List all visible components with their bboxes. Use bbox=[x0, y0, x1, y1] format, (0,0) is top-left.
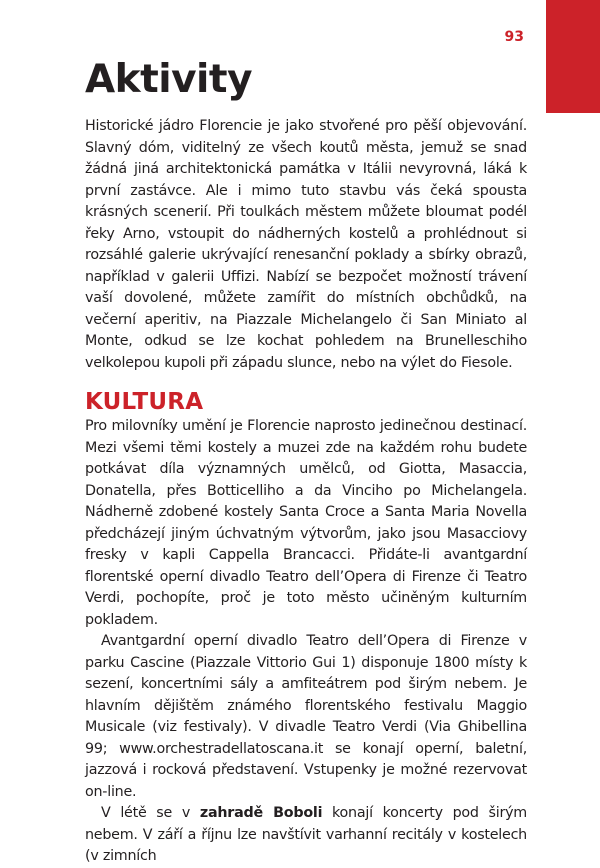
para3-text-before: V létě se v bbox=[101, 805, 200, 821]
boboli-garden-term: zahradě Boboli bbox=[199, 805, 323, 821]
page-title: Aktivity bbox=[85, 57, 252, 102]
page-number: 93 bbox=[504, 29, 524, 45]
section-heading-kultura: KULTURA bbox=[85, 389, 204, 415]
intro-paragraph: Historické jádro Florencie je jako stvořené pro pěší objevování. Slavný dóm, viditelný ze všech koutů města, jemuž se snad žádná jiná architektonická památka v Itálii nevyrovná, láká k první zastávce. Ale i mimo tuto stavbu vás čeká spousta krásných scenerií. Při toulkách městem můžete bloumat podél řeky Arno, vstoupit do nádherných kostelů a prohlédnout si rozsáhlé galerie ukrývající renesanční poklady a sbírky obrazů, například v galerii Uffizi. Nabízí se bezpočet možností trávení vaší dovolené, můžete zamířit do místních obchůdků, na večerní aperitiv, na Piazzale Michelangelo či San Miniato al Monte, odkud se lze kochat pohledem na Brunelleschiho velkolepou kupoli při západu slunce, nebo na výlet do Fiesole. bbox=[85, 118, 527, 371]
kultura-paragraph-1: Pro milovníky umění je Florencie naprosto jedinečnou destinací. Mezi všemi těmi kostely a muzei zde na každém rohu budete potkávat díla významných umělců, od Giotta, Masaccia, Donatella, přes Botticelliho a da Vinciho po Michelangela. Nádherně zdobené kostely Santa Croce a Santa Maria Novella předcházejí jiným úchvatným výtvorům, jako jsou Masacciovy fresky v kapli Cappella Brancacci. Přidáte-li avantgardní florentské operní divadlo Teatro dell’Opera di Firenze či Teatro Verdi, pochopíte, proč je toto město učiněným kulturním pokladem. bbox=[85, 418, 527, 628]
kultura-paragraph-3 bbox=[85, 803, 527, 868]
page-content bbox=[85, 55, 527, 868]
kultura-paragraph-2: Avantgardní operní divadlo Teatro dell’Opera di Firenze v parku Cascine (Piazzale Vittorio Gui 1) disponuje 1800 místy k sezení, koncertními sály a amfiteátrem pod širým nebem. Je hlavním dějištěm známého florentského festivalu Maggio Musicale (viz festivaly). V divadle Teatro Verdi (Via Ghibellina 99; www.orchestradellatoscana.it se konají operní, baletní, jazzová i rocková představení. Vstupenky je možné rezervovat on-line. bbox=[85, 633, 527, 800]
chapter-tab bbox=[546, 0, 600, 113]
para3-text-after: konají koncerty pod širým nebem. V září a říjnu lze navštívit varhanní recitály v kostelech (v zimních bbox=[85, 805, 527, 864]
